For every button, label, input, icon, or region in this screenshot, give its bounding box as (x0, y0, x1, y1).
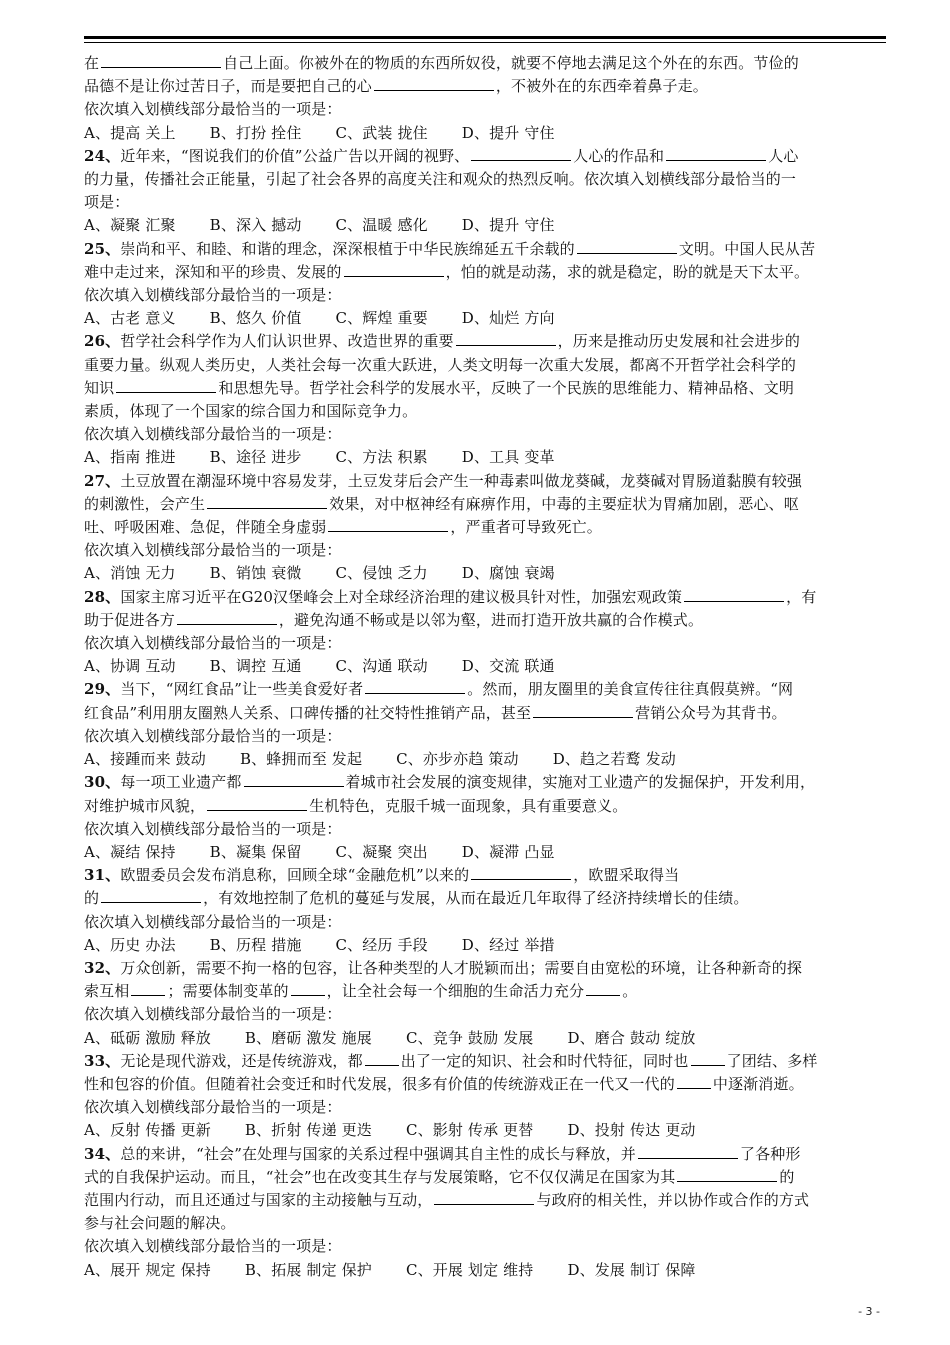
option-a: A、接踵而来 鼓动 (84, 750, 206, 769)
options-row (84, 214, 884, 237)
question-prompt: 依次填入划横线部分最恰当的一项是： (84, 726, 342, 745)
question-27: 27、土豆放置在潮湿环境中容易发芽，土豆发芽后会产生一种毒素叫做龙葵碱，龙葵碱对胃肠道黏膜有较强 (84, 471, 803, 490)
options-row (84, 307, 884, 330)
option-b: B、打扮 拴住 (209, 123, 302, 142)
question-number: 24、 (84, 146, 121, 165)
option-b: B、磨砺 激发 施展 (244, 1028, 372, 1047)
question-30: 30、每一项工业遗产都 着城市社会发展的演变规律，实施对工业遗产的发掘保护，开发利用， (84, 773, 816, 792)
question-number: 30、 (84, 773, 121, 792)
question-26-line-4: 素质，体现了一个国家的综合国力和国际竞争力。 (84, 402, 418, 421)
blank (533, 703, 633, 718)
question-34-line-4: 参与社会问题的解决。 (84, 1214, 236, 1233)
options-row (84, 934, 884, 957)
question-24-line-3: 项是： (84, 193, 130, 212)
options-row (84, 748, 884, 771)
question-29: 29、当下，“网红食品”让一些美食爱好者 。然而，朋友圈里的美食宣传往往真假莫辨。“网 (84, 680, 794, 699)
option-d: D、经过 举措 (461, 935, 555, 954)
option-c: C、辉煌 重要 (335, 309, 428, 328)
question-prompt: 依次填入划横线部分最恰当的一项是： (84, 425, 342, 444)
question-25-line-2: 难中走过来，深知和平的珍贵、发展的 ，怕的就是动荡，求的就是稳定，盼的就是天下太平。 (84, 262, 810, 281)
question-26-line-3: 知识 和思想先导。哲学社会科学的发展水平，反映了一个民族的思维能力、精神品格、文明 (84, 378, 795, 397)
question-number: 29、 (84, 680, 121, 699)
option-b: B、途径 进步 (209, 448, 302, 467)
options-row (84, 122, 884, 145)
option-c: C、侵蚀 乏力 (335, 564, 428, 583)
blank (677, 1167, 777, 1182)
blank (471, 146, 571, 161)
options-row (84, 446, 884, 469)
option-c: C、武装 拢住 (335, 123, 428, 142)
question-29-line-2: 红食品”利用朋友圈熟人关系、口碑传播的社交特性推销产品，甚至 营销公众号为其背书。 (84, 703, 787, 722)
blank (244, 772, 344, 787)
question-28-line-2: 助于促进各方 ，避免沟通不畅或是以邻为壑，进而打造开放共赢的合作模式。 (84, 610, 704, 629)
option-d: D、投射 传达 更动 (567, 1121, 696, 1140)
question-prompt: 依次填入划横线部分最恰当的一项是： (84, 1237, 342, 1256)
question-27-line-3: 吐、呼吸困难、急促，伴随全身虚弱 ，严重者可导致死亡。 (84, 518, 602, 537)
option-a: A、指南 推进 (84, 448, 176, 467)
option-b: B、销蚀 衰微 (209, 564, 302, 583)
intro-line-2: 品德不是让你过苦日子，而是要把自己的心 ，不被外在的东西牵着鼻子走。 (84, 77, 708, 96)
blank (434, 1190, 534, 1205)
option-a: A、协调 互动 (84, 657, 176, 676)
option-a: A、历史 办法 (84, 935, 176, 954)
blank (131, 981, 165, 996)
blank (207, 796, 307, 811)
option-d: D、提升 守住 (461, 123, 555, 142)
question-number: 27、 (84, 471, 121, 490)
question-26-line-2: 重要力量。纵观人类历史，人类社会每一次重大跃进，人类文明每一次重大发展，都离不开哲学社会科学的 (84, 355, 797, 374)
question-25: 25、崇尚和平、和睦、和谐的理念，深深根植于中华民族绵延五千余载的 文明。中国人民从苦 (84, 239, 816, 258)
option-a: A、展开 规定 保持 (84, 1260, 211, 1279)
blank (666, 146, 766, 161)
blank (374, 76, 494, 91)
question-prompt: 依次填入划横线部分最恰当的一项是： (84, 912, 342, 931)
question-26: 26、哲学社会科学作为人们认识世界、改造世界的重要 ，历来是推动历史发展和社会进步的 (84, 332, 801, 351)
option-c: C、方法 积累 (335, 448, 428, 467)
option-d: D、交流 联通 (461, 657, 555, 676)
blank (344, 262, 444, 277)
option-b: B、调控 互通 (209, 657, 302, 676)
question-34-line-2: 式的自我保护运动。而且，“社会”也在改变其生存与发展策略，它不仅仅满足在国家为其 的 (84, 1167, 795, 1186)
option-a: A、消蚀 无力 (84, 564, 176, 583)
option-a: A、古老 意义 (84, 309, 176, 328)
page-number: - 3 - (858, 1305, 880, 1318)
question-number: 34、 (84, 1144, 121, 1163)
question-28: 28、国家主席习近平在G20汉堡峰会上对全球经济治理的建议极具针对性，加强宏观政策 ，有 (84, 587, 817, 606)
option-d: D、腐蚀 衰竭 (461, 564, 555, 583)
question-prompt: 依次填入划横线部分最恰当的一项是： (84, 286, 342, 305)
option-c: C、凝聚 突出 (335, 842, 428, 861)
blank (691, 1051, 725, 1066)
option-b: B、拓展 制定 保护 (244, 1260, 372, 1279)
option-b: B、深入 撼动 (209, 216, 302, 235)
option-b: B、悠久 价值 (209, 309, 302, 328)
options-row (84, 1259, 884, 1282)
blank (328, 517, 448, 532)
option-c: C、沟通 联动 (335, 657, 428, 676)
option-b: B、蜂拥而至 发起 (239, 750, 363, 769)
options-row (84, 841, 884, 864)
option-a: A、凝聚 汇聚 (84, 216, 176, 235)
question-prompt: 依次填入划横线部分最恰当的一项是： (84, 819, 342, 838)
question-prompt: 依次填入划横线部分最恰当的一项是： (84, 634, 342, 653)
option-a: A、反射 传播 更新 (84, 1121, 211, 1140)
blank (101, 53, 221, 68)
intro-line-1: 在 自己上面。你被外在的物质的东西所奴役，就要不停地去满足这个外在的东西。节俭的 (84, 54, 799, 72)
question-prompt: 依次填入划横线部分最恰当的一项是： (84, 1005, 342, 1024)
blank (638, 1144, 738, 1159)
blank (586, 981, 620, 996)
option-d: D、发展 制订 保障 (567, 1260, 696, 1279)
question-number: 32、 (84, 958, 121, 977)
option-b: B、凝集 保留 (209, 842, 302, 861)
option-a: A、凝结 保持 (84, 842, 176, 861)
blank (471, 865, 571, 880)
blank (291, 981, 325, 996)
option-b: B、历程 措施 (209, 935, 302, 954)
page-content (84, 52, 884, 1282)
question-32: 32、万众创新，需要不拘一格的包容，让各种类型的人才脱颖而出；需要自由宽松的环境，让各种新奇的探 (84, 958, 803, 977)
option-d: D、凝滞 凸显 (461, 842, 555, 861)
options-row (84, 655, 884, 678)
header-rule-thin (84, 42, 886, 43)
blank (207, 494, 327, 509)
blank (684, 587, 784, 602)
question-prompt: 依次填入划横线部分最恰当的一项是： (84, 100, 342, 119)
options-row (84, 1027, 884, 1050)
question-27-line-2: 的刺激性，会产生 效果，对中枢神经有麻痹作用，中毒的主要症状为胃痛加剧，恶心、呕 (84, 494, 799, 513)
option-c: C、温暖 感化 (335, 216, 428, 235)
option-d: D、工具 变革 (461, 448, 555, 467)
question-33: 33、无论是现代游戏，还是传统游戏，都 出了一定的知识、社会和时代特征，同时也 了团结、多样 (84, 1051, 818, 1070)
question-prompt: 依次填入划横线部分最恰当的一项是： (84, 1098, 342, 1117)
question-number: 28、 (84, 587, 121, 606)
options-row (84, 562, 884, 585)
option-c: C、亦步亦趋 策动 (396, 750, 519, 769)
option-a: A、提高 关上 (84, 123, 176, 142)
blank (365, 679, 465, 694)
options-row (84, 1119, 884, 1142)
question-24: 24、近年来，“图说我们的价值”公益广告以开阔的视野、 人心的作品和 人心 (84, 146, 799, 165)
blank (365, 1051, 399, 1066)
question-33-line-2: 性和包容的价值。但随着社会变迁和时代发展，很多有价值的传统游戏正在一代又一代的 中逐渐消逝。 (84, 1074, 804, 1093)
question-number: 31、 (84, 866, 121, 885)
question-31: 31、欧盟委员会发布消息称，回顾全球“金融危机”以来的 ，欧盟采取得当 (84, 866, 680, 885)
blank (101, 888, 201, 903)
option-d: D、磨合 鼓动 绽放 (567, 1028, 696, 1047)
option-c: C、经历 手段 (335, 935, 428, 954)
option-b: B、折射 传递 更迭 (244, 1121, 372, 1140)
question-number: 33、 (84, 1051, 121, 1070)
option-d: D、趋之若鹜 发动 (552, 750, 676, 769)
option-d: D、灿烂 方向 (461, 309, 555, 328)
question-32-line-2: 索互相 ；需要体制变革的 ，让全社会每一个细胞的生命活力充分 。 (84, 982, 638, 1001)
option-c: C、开展 划定 维持 (405, 1260, 534, 1279)
question-31-line-2: 的 ，有效地控制了危机的蔓延与发展，从而在最近几年取得了经济持续增长的佳绩。 (84, 889, 749, 908)
question-number: 25、 (84, 239, 121, 258)
option-c: C、影射 传承 更替 (405, 1121, 534, 1140)
option-d: D、提升 守住 (461, 216, 555, 235)
question-34: 34、总的来讲，“社会”在处理与国家的关系过程中强调其自主性的成长与释放，并 了各种形 (84, 1144, 801, 1163)
question-30-line-2: 对维护城市风貌， 生机特色，克服千城一面现象，具有重要意义。 (84, 796, 628, 815)
question-prompt: 依次填入划横线部分最恰当的一项是： (84, 541, 342, 560)
question-number: 26、 (84, 332, 121, 351)
blank (456, 331, 556, 346)
blank (116, 378, 216, 393)
blank (177, 610, 277, 625)
question-24-line-2: 的力量，传播社会正能量，引起了社会各界的高度关注和观众的热烈反响。依次填入划横线部分最恰当的一 (84, 170, 797, 189)
blank (577, 239, 677, 254)
question-34-line-3: 范围内行动，而且还通过与国家的主动接触与互动， 与政府的相关性，并以协作或合作的方式 (84, 1190, 810, 1209)
blank (677, 1074, 711, 1089)
option-c: C、竞争 鼓励 发展 (405, 1028, 534, 1047)
header-rule-thick (84, 36, 886, 39)
option-a: A、砥砺 激励 释放 (84, 1028, 211, 1047)
